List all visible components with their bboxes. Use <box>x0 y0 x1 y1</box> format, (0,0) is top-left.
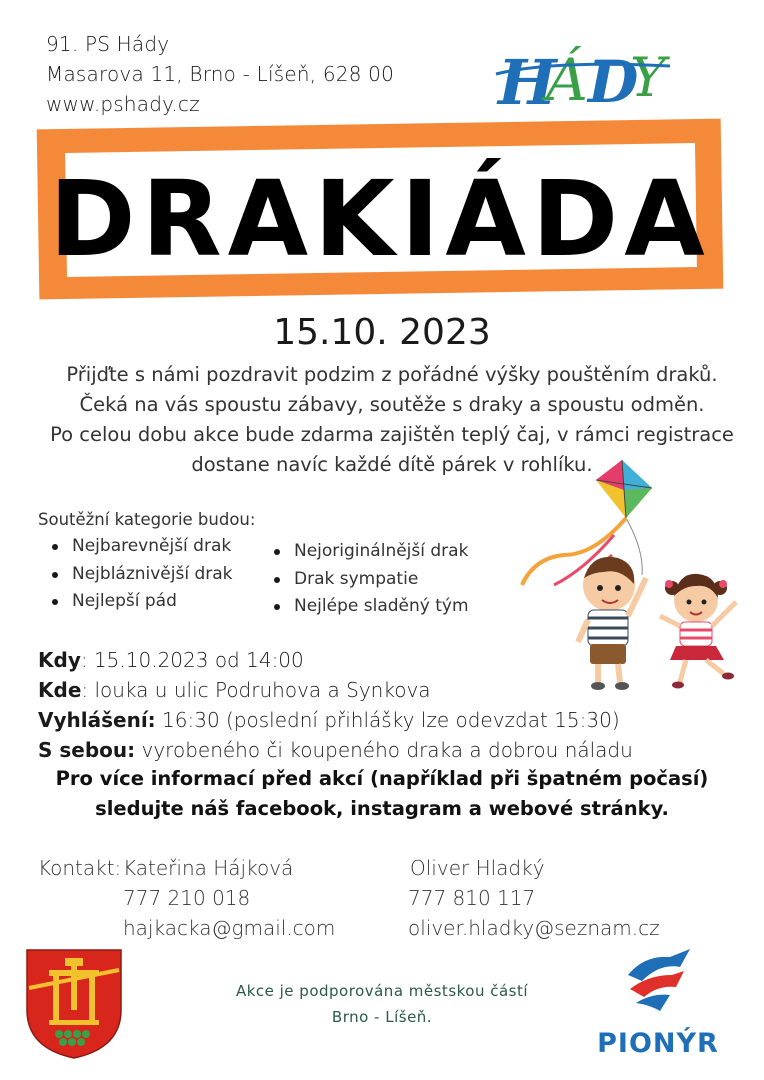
logo-text-a: Á <box>546 46 588 114</box>
category-item: Drak sympatie <box>260 566 469 594</box>
detail-when-value: : 15.10.2023 od 14:00 <box>80 648 304 672</box>
org-address: Masarova 11, Brno - Líšeň, 628 00 <box>46 62 395 86</box>
org-website[interactable]: www.pshady.cz <box>46 92 200 116</box>
contact-2-phone[interactable]: 777 810 117 <box>408 886 536 910</box>
page-title: DRAKIÁDA <box>49 158 711 280</box>
category-item: Nejbarevnější drak <box>38 533 233 561</box>
detail-announcement-label: Vyhlášení: <box>38 708 156 732</box>
girl-figure <box>660 574 736 689</box>
logo-text-y: Y <box>630 46 666 109</box>
category-item: Nejoriginálnější drak <box>260 538 469 566</box>
info-note-line: Pro více informací před akcí (například při špatném počasí) <box>55 767 709 790</box>
logo-text-d: D <box>588 48 639 116</box>
detail-announcement <box>38 708 620 732</box>
detail-where-value: : louka u ulic Podruhova a Synkova <box>81 678 431 702</box>
category-item: Nejbláznivější drak <box>38 561 233 589</box>
detail-where-label: Kde <box>38 678 82 702</box>
intro-line: Čeká na vás spoustu zábavy, soutěže s draky a spoustu odměn. <box>79 393 705 416</box>
categories-list-left <box>38 533 233 616</box>
support-line: Akce je podporována městskou částí <box>235 982 529 1000</box>
logo-text-h: H <box>498 46 557 119</box>
contact-1-email[interactable]: hajkacka@gmail.com <box>123 916 336 940</box>
contact-2-name: Oliver Hladký <box>410 856 545 880</box>
info-note <box>0 764 764 824</box>
contact-1-name: Kateřina Hájková <box>123 856 294 880</box>
contact-label: Kontakt: <box>38 856 122 880</box>
category-item: Nejlepší pád <box>38 588 233 616</box>
contact-1-phone[interactable]: 777 210 018 <box>123 886 251 910</box>
categories-heading: Soutěžní kategorie budou: <box>38 510 256 529</box>
intro-line: Přijďte s námi pozdravit podzim z pořádné výšky pouštěním draků. <box>66 363 718 386</box>
org-name: 91. PS Hády <box>46 32 170 56</box>
info-note-line: sledujte náš facebook, instagram a webové stránky. <box>95 797 669 820</box>
detail-bring-label: S sebou: <box>38 738 136 762</box>
contact-2-email[interactable]: oliver.hladky@seznam.cz <box>408 916 660 940</box>
detail-bring-value: vyrobeného či koupeného draka a dobrou náladu <box>135 738 633 762</box>
category-item: Nejlépe sladěný tým <box>260 593 469 621</box>
support-line: Brno - Líšeň. <box>331 1008 433 1026</box>
intro-line: dostane navíc každé dítě párek v rohlíku. <box>191 453 593 476</box>
intro-line: Po celou dobu akce bude zdarma zajištěn teplý čaj, v rámci registrace <box>50 423 734 446</box>
pionyr-logo-text: PIONÝR <box>597 1028 719 1059</box>
detail-where <box>38 678 431 702</box>
detail-when-label: Kdy <box>38 648 81 672</box>
kids-kite-illustration <box>514 460 754 695</box>
event-date: 15.10. 2023 <box>273 312 491 353</box>
boy-figure <box>578 557 646 690</box>
detail-bring <box>38 738 633 762</box>
pionyr-logo-icon <box>620 945 696 1021</box>
hady-logo <box>492 30 674 122</box>
categories-list-right <box>260 538 469 621</box>
detail-announcement-value: 16:30 (poslední přihlášky lze odevzdat 15:30) <box>155 708 620 732</box>
detail-when <box>38 648 304 672</box>
